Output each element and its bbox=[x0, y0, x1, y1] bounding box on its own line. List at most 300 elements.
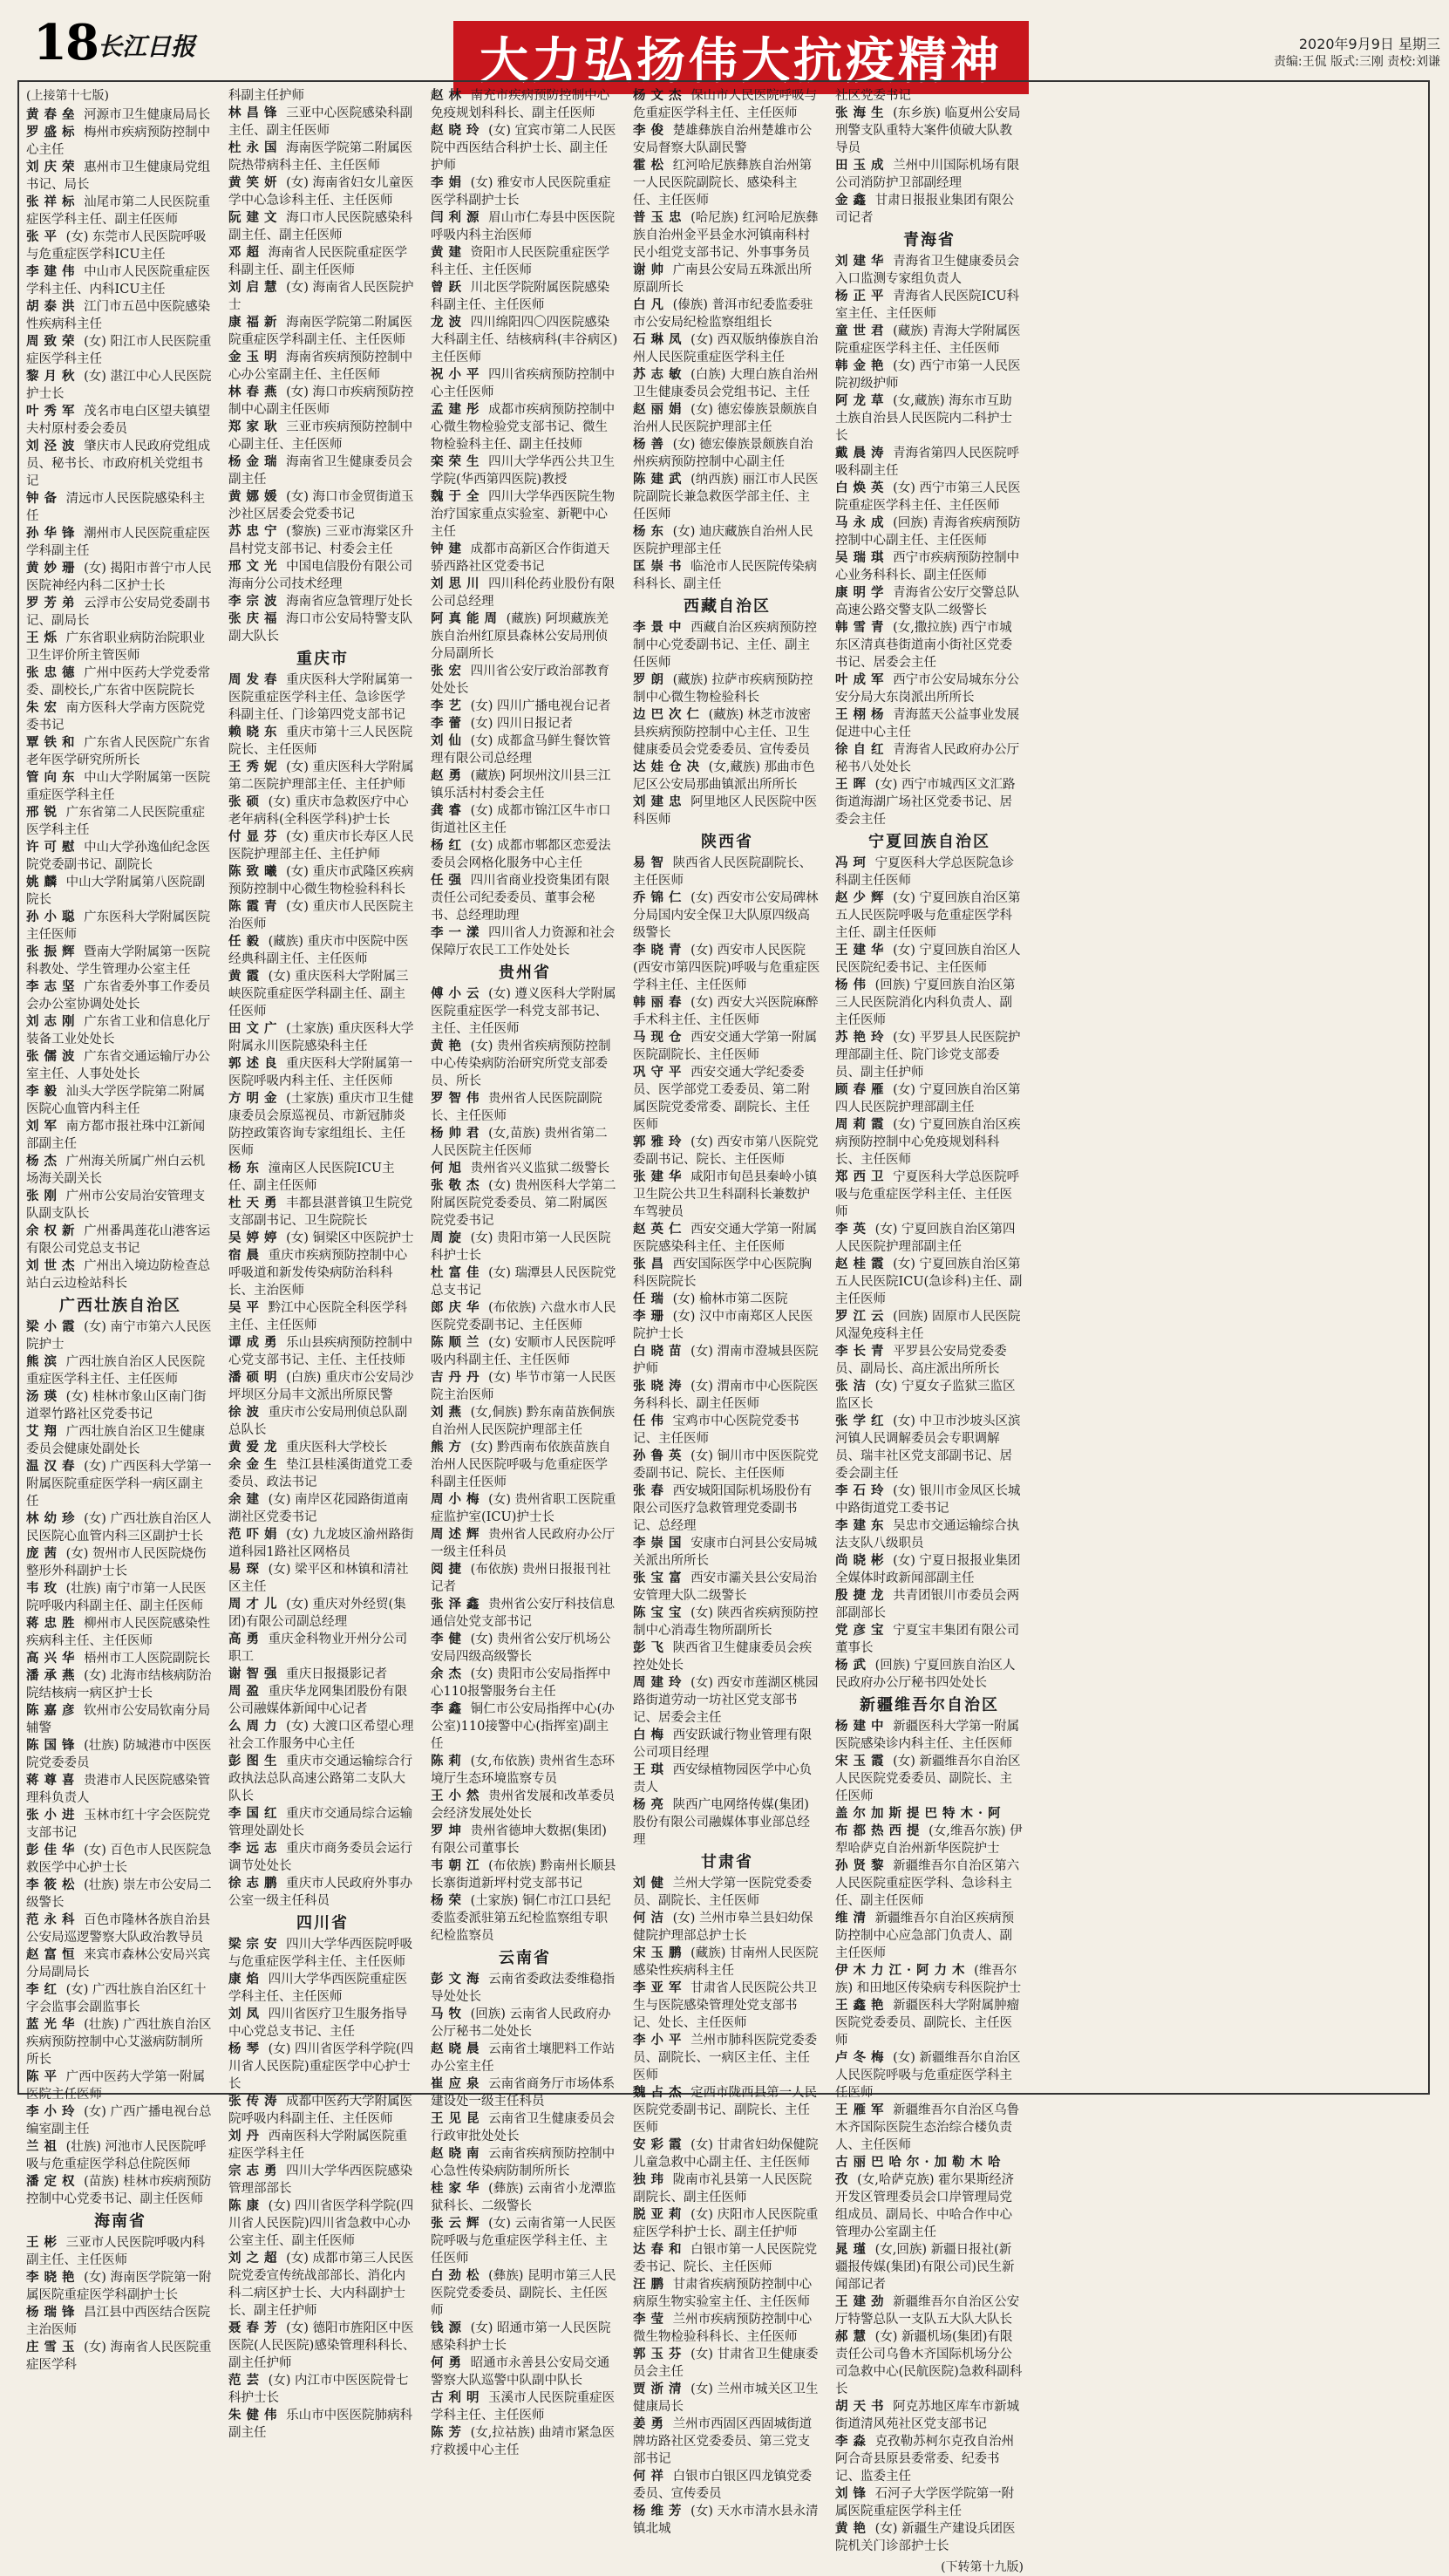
honoree-entry bbox=[633, 994, 821, 1029]
honoree-entry bbox=[26, 194, 214, 228]
honoree-name: 张学红 bbox=[835, 1414, 889, 1428]
honoree-description: 兰州市肺科医院党委委员、副院长、一病区主任、主任医师 bbox=[633, 2034, 818, 2082]
honoree-entry bbox=[26, 368, 214, 403]
honoree-name: 李志坚 bbox=[26, 979, 80, 994]
honoree-name: 康福新 bbox=[228, 315, 282, 330]
honoree-name: 魏占杰 bbox=[633, 2085, 687, 2100]
honoree-entry bbox=[633, 2032, 821, 2084]
honoree-name: 管向东 bbox=[26, 770, 80, 785]
honoree-description: 广西中医药大学第一附属医院主任医师 bbox=[26, 2070, 206, 2102]
honoree-entry bbox=[431, 2389, 619, 2424]
honoree-entry bbox=[431, 1700, 619, 1753]
honoree-entry bbox=[228, 140, 417, 174]
honoree-description: (女) 阳江市人民医院重症医学科主任 bbox=[26, 335, 212, 366]
honoree-description: (女) 榆林市第二医院 bbox=[669, 1292, 788, 1306]
honoree-name: 徐自红 bbox=[835, 742, 889, 757]
honoree-entry bbox=[26, 2234, 214, 2269]
honoree-entry bbox=[431, 174, 619, 209]
honoree-entry bbox=[228, 2407, 417, 2442]
honoree-entry bbox=[431, 576, 619, 610]
honoree-entry bbox=[26, 1423, 214, 1458]
honoree-entry bbox=[633, 1796, 821, 1849]
honoree-description: 梅州市疾病预防控制中心主任 bbox=[26, 126, 211, 157]
honoree-name: 霍松 bbox=[633, 158, 669, 173]
honoree-entry bbox=[633, 1134, 821, 1169]
honoree-description: (女) 广西医科大学第一附属医院重症医学科一病区副主任 bbox=[26, 1460, 212, 1509]
honoree-name: 汪鹏 bbox=[633, 2277, 669, 2292]
honoree-name: 余权新 bbox=[26, 1223, 80, 1238]
honoree-entry bbox=[228, 610, 417, 645]
honoree-description: 海南省疾病预防控制中心办公室副主任、主任医师 bbox=[228, 351, 413, 382]
honoree-description: 石河子大学医学院第一附属医院重症医学科主任 bbox=[835, 2487, 1015, 2518]
honoree-entry bbox=[228, 2041, 417, 2093]
honoree-name: 高勇 bbox=[228, 1632, 264, 1646]
honoree-entry bbox=[633, 1221, 821, 1256]
honoree-name: 陈霞青 bbox=[228, 899, 282, 914]
honoree-description: 兰州市疾病预防控制中心微生物检验科科长、主任医师 bbox=[633, 2313, 813, 2344]
honoree-entry bbox=[26, 1650, 214, 1667]
honoree-entry bbox=[228, 2250, 417, 2320]
honoree-description: 云南省商务厅市场体系建设处一级主任科员 bbox=[431, 2077, 616, 2109]
honoree-entry bbox=[228, 1195, 417, 1230]
honoree-name: 郭述良 bbox=[228, 1056, 282, 1071]
honoree-entry bbox=[26, 438, 214, 490]
honoree-name: 傅小云 bbox=[431, 986, 485, 1001]
honoree-description: 西安跃诚行物业管理有限公司项目经理 bbox=[633, 1728, 813, 1760]
honoree-name: 李健 bbox=[431, 1632, 466, 1646]
honoree-entry bbox=[228, 1526, 417, 1561]
honoree-entry bbox=[633, 366, 821, 401]
issue-date: 2020年9月9日 星期三 bbox=[1298, 36, 1440, 52]
honoree-name: 李毅 bbox=[26, 1084, 62, 1099]
honoree-description: 贵州省兴义监狱二级警长 bbox=[466, 1162, 610, 1176]
honoree-entry bbox=[431, 610, 619, 663]
honoree-entry bbox=[431, 1892, 619, 1945]
honoree-entry bbox=[228, 1631, 417, 1666]
honoree-entry bbox=[26, 1772, 214, 1807]
region-heading: 海南省 bbox=[94, 2212, 146, 2231]
honoree-entry bbox=[228, 1936, 417, 1971]
honoree-entry bbox=[633, 2416, 821, 2468]
honoree-description: 兰州大学第一医院党委委员、副院长、主任医师 bbox=[633, 1877, 813, 1908]
honoree-name: 李娟 bbox=[431, 175, 466, 190]
honoree-description: (女) 宜宾市第二人民医院中西医结合科护士长、副主任护师 bbox=[431, 124, 616, 173]
honoree-description: (壮族) 崇左市公安局二级警长 bbox=[26, 1878, 212, 1910]
honoree-name: 张泽鑫 bbox=[431, 1597, 485, 1612]
honoree-description: 广东医科大学附属医院主任医师 bbox=[26, 910, 211, 942]
honoree-description: 乐山市中医医院肺病科副主任 bbox=[228, 2409, 413, 2440]
honoree-name: 周致荣 bbox=[26, 334, 80, 349]
honoree-name: 张宝富 bbox=[633, 1571, 687, 1585]
honoree-name: 方明金 bbox=[228, 1091, 282, 1106]
honoree-name: 蒋忠胜 bbox=[26, 1616, 80, 1631]
honoree-description: (女) 四川省医学科学院(四川省人民医院)四川省急救中心办公室主任、副主任医师 bbox=[228, 2199, 414, 2248]
honoree-entry bbox=[26, 839, 214, 874]
honoree-description: 四川大学华西医院感染管理部部长 bbox=[228, 2164, 413, 2196]
honoree-description: 重庆医科大学附属第一医院呼吸内科主任、主任医师 bbox=[228, 1057, 413, 1088]
honoree-entry bbox=[26, 1458, 214, 1510]
honoree-entry bbox=[835, 889, 1024, 942]
honoree-name: 陈平 bbox=[26, 2069, 62, 2084]
honoree-description: 青海省卫生健康委员会入口监测专家组负责人 bbox=[835, 255, 1020, 286]
honoree-entry bbox=[228, 828, 417, 863]
honoree-description: 成都中医药大学附属医院呼吸内科副主任、主任医师 bbox=[228, 2095, 413, 2126]
honoree-entry bbox=[26, 1319, 214, 1353]
honoree-name: 付显芬 bbox=[228, 829, 282, 844]
honoree-name: 周建玲 bbox=[633, 1675, 687, 1690]
honoree-description: (女) 成都市锦江区牛市口街道社区主任 bbox=[431, 804, 611, 835]
honoree-description: 广东省工业和信息化厅装备工业处处长 bbox=[26, 1015, 211, 1046]
honoree-entry bbox=[26, 263, 214, 298]
honoree-entry bbox=[835, 2154, 1024, 2241]
honoree-name: 戴晨涛 bbox=[835, 446, 889, 460]
honoree-entry bbox=[26, 2138, 214, 2173]
honoree-entry bbox=[228, 1439, 417, 1456]
honoree-description: (女) 重庆市武隆区疾病预防控制中心微生物检验科科长 bbox=[228, 865, 414, 896]
honoree-description: (女) 宁夏女子监狱三监区监区长 bbox=[835, 1380, 1016, 1411]
honoree-name: 杨文杰 bbox=[633, 88, 687, 103]
honoree-description: 青海省公安厅交警总队高速公路交警支队二级警长 bbox=[835, 586, 1020, 617]
honoree-description: 四川省人力资源和社会保障厅农民工工作处处长 bbox=[431, 926, 616, 957]
honoree-entry bbox=[633, 1378, 821, 1413]
honoree-entry bbox=[835, 1169, 1024, 1221]
honoree-description: 陕西省人民医院副院长、主任医师 bbox=[633, 856, 813, 888]
honoree-name: 胡天书 bbox=[835, 2399, 889, 2414]
honoree-entry bbox=[431, 837, 619, 872]
honoree-name: 王见昆 bbox=[431, 2111, 485, 2126]
honoree-description: (女) 广西壮族自治区人民医院心血管内科三区副护士长 bbox=[26, 1512, 212, 1544]
honoree-name: 周盈 bbox=[228, 1684, 264, 1699]
honoree-description: (女) 广西广播电视台总编室副主任 bbox=[26, 2105, 212, 2136]
honoree-description: 贵州省人民政府办公厅一级主任科员 bbox=[431, 1528, 616, 1559]
honoree-name: 苏志敏 bbox=[633, 367, 687, 382]
honoree-name: 何旭 bbox=[431, 1161, 466, 1176]
honoree-entry bbox=[228, 279, 417, 314]
honoree-description: 三亚市人民医院呼吸内科副主任、主任医师 bbox=[26, 2236, 206, 2267]
honoree-description: 西安国际医学中心医院胸科医院院长 bbox=[633, 1257, 813, 1289]
honoree-name: 郑家耿 bbox=[228, 419, 282, 434]
honoree-name: 李莹 bbox=[633, 2312, 669, 2327]
honoree-name: 邓超 bbox=[228, 245, 264, 260]
honoree-entry bbox=[633, 1762, 821, 1796]
honoree-entry bbox=[431, 541, 619, 576]
honoree-name: 杨正平 bbox=[835, 289, 889, 303]
honoree-entry bbox=[633, 1535, 821, 1570]
honoree-entry bbox=[228, 558, 417, 593]
honoree-name: 李石玲 bbox=[835, 1483, 889, 1498]
honoree-entry bbox=[431, 1561, 619, 1596]
honoree-entry bbox=[26, 944, 214, 978]
honoree-entry bbox=[228, 314, 417, 349]
honoree-entry bbox=[633, 1727, 821, 1762]
column-1 bbox=[19, 87, 221, 2372]
honoree-description: (藏族) 拉萨市疾病预防控制中心微生物检验科长 bbox=[633, 673, 813, 705]
honoree-name: 梁小霞 bbox=[26, 1319, 80, 1334]
region-heading: 贵州省 bbox=[499, 964, 551, 982]
honoree-entry bbox=[26, 1702, 214, 1737]
honoree-name: 杨东 bbox=[633, 524, 669, 539]
honoree-entry bbox=[228, 2093, 417, 2128]
honoree-name: 杨维芳 bbox=[633, 2504, 687, 2518]
region-heading: 重庆市 bbox=[296, 650, 349, 668]
honoree-description: 西安交通大学第一附属医院副院长、主任医师 bbox=[633, 1031, 818, 1062]
honoree-description: (女) 西安市人民医院(西安市第四医院)呼吸与危重症医学科主任、主任医师 bbox=[633, 944, 820, 992]
honoree-description: 川北医学院附属医院感染科副主任、主任医师 bbox=[431, 281, 610, 312]
honoree-name: 杨东 bbox=[228, 1161, 264, 1176]
region-heading: 云南省 bbox=[499, 1949, 551, 1967]
honoree-name: 盖尔加斯提巴特木·阿布都热西提 bbox=[835, 1806, 1006, 1838]
honoree-name: 刘启慧 bbox=[228, 280, 282, 295]
honoree-entry bbox=[228, 2320, 417, 2372]
honoree-name: 孙小聪 bbox=[26, 910, 80, 924]
honoree-description: (女) 宁夏日报报业集团全媒体时政新闻部副主任 bbox=[835, 1554, 1021, 1585]
honoree-description: 广东省职业病防治院职业卫生评价所主管医师 bbox=[26, 631, 206, 663]
honoree-entry bbox=[228, 794, 417, 828]
honoree-description: (女) 重庆市急救医疗中心老年病科(全科医学科)护士长 bbox=[228, 795, 409, 827]
honoree-entry bbox=[633, 1570, 821, 1605]
honoree-name: 彭文海 bbox=[431, 1972, 485, 1987]
honoree-entry bbox=[431, 1404, 619, 1439]
honoree-name: 赵晓玲 bbox=[431, 123, 485, 138]
honoree-entry bbox=[835, 1517, 1024, 1552]
honoree-entry bbox=[26, 664, 214, 699]
honoree-description: (女) 汉中市南郑区人民医院护士长 bbox=[633, 1310, 813, 1341]
newspaper-logo: 长江日报 bbox=[98, 32, 196, 61]
honoree-entry bbox=[431, 1299, 619, 1334]
honoree-name: 李艺 bbox=[431, 699, 466, 713]
honoree-description: (女) 新疆生产建设兵团医院机关门诊部护士长 bbox=[835, 2522, 1016, 2553]
honoree-description: 百色市隆林各族自治县公安局巡逻警察大队政治教导员 bbox=[26, 1913, 211, 1945]
honoree-name: 达春和 bbox=[633, 2242, 687, 2257]
honoree-entry bbox=[431, 244, 619, 279]
honoree-description: (女) 内江市中医医院骨七科护士长 bbox=[228, 2374, 409, 2405]
honoree-description: 重庆医科大学校长 bbox=[282, 1441, 388, 1455]
honoree-name: 张儒波 bbox=[26, 1049, 80, 1064]
honoree-entry bbox=[228, 1491, 417, 1526]
honoree-name: 马永成 bbox=[835, 515, 889, 530]
honoree-description: 南方医科大学南方医院党委书记 bbox=[26, 701, 206, 733]
honoree-name: 张庆福 bbox=[228, 611, 282, 626]
honoree-description: 新疆维吾尔自治区第六人民医院重症医学科、急诊科主任、副主任医师 bbox=[835, 1859, 1020, 1908]
honoree-name: 何祥 bbox=[633, 2469, 669, 2484]
honoree-entry bbox=[228, 87, 417, 105]
honoree-name: 艾翔 bbox=[26, 1424, 62, 1439]
honoree-description: (女) 揭阳市普宁市人民医院神经内科二区护士长 bbox=[26, 562, 212, 593]
honoree-description: 西安交通大学纪委委员、医学部党工委委员、第二附属医院党委常委、副院长、主任医师 bbox=[633, 1066, 810, 1132]
honoree-entry bbox=[228, 2372, 417, 2407]
honoree-name: 马牧 bbox=[431, 2007, 466, 2021]
honoree-name: 安彩霞 bbox=[633, 2137, 687, 2152]
honoree-entry bbox=[633, 706, 821, 759]
honoree-entry bbox=[26, 699, 214, 734]
honoree-description: 新疆医科大学第一附属医院感染诊内科主任、主任医师 bbox=[835, 1720, 1020, 1751]
honoree-entry bbox=[26, 1083, 214, 1118]
honoree-description: 重庆市交通运输综合行政执法总队高速公路第二支队大队长 bbox=[228, 1755, 413, 1803]
honoree-description: 阿里地区人民医院中医科医师 bbox=[633, 795, 818, 827]
honoree-description: 云浮市公安局党委副书记、副局长 bbox=[26, 596, 211, 628]
honoree-description: 重庆日报摄影记者 bbox=[282, 1667, 388, 1681]
honoree-description: 西安绿植物园医学中心负责人 bbox=[633, 1763, 813, 1795]
honoree-entry bbox=[26, 978, 214, 1013]
honoree-name: 钟备 bbox=[26, 491, 62, 506]
region-heading: 新疆维吾尔自治区 bbox=[860, 1696, 999, 1714]
honoree-name: 张建华 bbox=[633, 1169, 687, 1184]
honoree-description: (女) 西宁市城西区文汇路街道海湖广场社区党委书记、居委会主任 bbox=[835, 778, 1016, 827]
honoree-name: 刘之超 bbox=[228, 2251, 282, 2266]
honoree-name: 刘建忠 bbox=[633, 794, 687, 809]
honoree-description: (女) 四川广播电视台记者 bbox=[466, 699, 611, 713]
honoree-entry bbox=[431, 1596, 619, 1631]
honoree-name: 刘丹 bbox=[228, 2129, 264, 2143]
honoree-description: (彝族) 昆明市第三人民医院党委委员、副院长、主任医师 bbox=[431, 2269, 616, 2318]
honoree-name: 邢锐 bbox=[26, 805, 62, 820]
honoree-description: 重庆市交通局综合运输管理处副处长 bbox=[228, 1807, 413, 1838]
honoree-entry bbox=[633, 1413, 821, 1448]
honoree-description: (女) 西安市第八医院党委副书记、院长、主任医师 bbox=[633, 1135, 819, 1167]
honoree-description: 玉林市红十字会医院党支部书记 bbox=[26, 1809, 211, 1840]
honoree-description: (女) 海南省妇女儿童医学中心急诊科主任、主任医师 bbox=[228, 176, 414, 208]
honoree-description: 河源市卫生健康局局长 bbox=[79, 108, 211, 122]
honoree-name: 匡崇书 bbox=[633, 559, 687, 574]
honoree-name: 阅捷 bbox=[431, 1562, 466, 1577]
honoree-description: 钦州市公安局钦南分局辅警 bbox=[26, 1704, 211, 1735]
honoree-name: 郭玉芬 bbox=[633, 2347, 687, 2361]
honoree-entry bbox=[431, 1526, 619, 1561]
honoree-entry bbox=[633, 1448, 821, 1482]
honoree-name: 阿真能周 bbox=[431, 611, 502, 626]
honoree-entry bbox=[835, 1256, 1024, 1308]
honoree-name: 卢冬梅 bbox=[835, 2050, 889, 2065]
honoree-entry bbox=[431, 663, 619, 698]
honoree-description: (女) 海南医学院第一附属医院重症医学科副护士长 bbox=[26, 2271, 212, 2302]
honoree-name: 彭图生 bbox=[228, 1754, 282, 1768]
honoree-description: 重庆市疾病预防控制中心呼吸道和新发传染病防治科科长、主治医师 bbox=[228, 1249, 408, 1298]
honoree-entry bbox=[431, 1125, 619, 1160]
honoree-description: 成都市疾病预防控制中心微生物检验党支部书记、微生物检验科主任、副主任技师 bbox=[431, 403, 616, 452]
honoree-name: 童世君 bbox=[835, 324, 889, 338]
honoree-name: 曾跃 bbox=[431, 280, 466, 295]
honoree-name: 龙波 bbox=[431, 315, 466, 330]
honoree-entry bbox=[633, 1029, 821, 1064]
honoree-entry bbox=[228, 453, 417, 488]
honoree-entry bbox=[228, 1020, 417, 1055]
region-heading: 甘肃省 bbox=[701, 1853, 753, 1871]
honoree-name: 王建华 bbox=[835, 943, 889, 957]
honoree-entry bbox=[431, 2355, 619, 2389]
honoree-description: (女) 宁夏回族自治区疾病预防控制中心免疫规划科科长、主任医师 bbox=[835, 1118, 1021, 1167]
honoree-entry bbox=[835, 1029, 1024, 1081]
honoree-description: (女) 贵州医科大学第二附属医院党委委员、第二附属医院党委书记 bbox=[431, 1179, 616, 1228]
honoree-description: (女) 甘肃省卫生健康委员会主任 bbox=[633, 2348, 819, 2379]
honoree-entry bbox=[633, 671, 821, 706]
honoree-entry bbox=[26, 2103, 214, 2138]
honoree-name: 李淼 bbox=[835, 2434, 871, 2449]
honoree-entry bbox=[26, 630, 214, 664]
honoree-name: 范永科 bbox=[26, 1912, 80, 1927]
honoree-name: 韩雪青 bbox=[835, 620, 889, 635]
honoree-description: 红河哈尼族彝族自治州第一人民医院副院长、感染科主任、主任医师 bbox=[633, 159, 813, 208]
honoree-name: 李红 bbox=[26, 1982, 62, 1997]
honoree-description: 新疆医科大学附属肿瘤医院党委委员、副院长、主任医师 bbox=[835, 1999, 1020, 2048]
honoree-name: 黄建 bbox=[431, 245, 466, 260]
honoree-name: 罗盛标 bbox=[26, 125, 80, 140]
honoree-name: 罗智伟 bbox=[431, 1091, 485, 1106]
honoree-name: 朱健伟 bbox=[228, 2408, 282, 2423]
honoree-entry bbox=[835, 584, 1024, 619]
honoree-name: 田玉成 bbox=[835, 158, 889, 173]
honoree-name: 苏艳玲 bbox=[835, 1030, 889, 1045]
honoree-description: 四川大学华西公共卫生学院(华西第四医院)教授 bbox=[431, 455, 616, 487]
honoree-description: (女) 贺州市人民医院烧伤整形外科副护士长 bbox=[26, 1547, 207, 1578]
honoree-description: 平罗县公安局党委委员、副局长、高庄派出所所长 bbox=[835, 1345, 1007, 1376]
honoree-entry bbox=[431, 1823, 619, 1857]
honoree-entry bbox=[835, 392, 1024, 445]
honoree-description: 宁夏宝丰集团有限公司董事长 bbox=[835, 1624, 1020, 1655]
honoree-entry bbox=[26, 525, 214, 560]
honoree-description: 三亚中心医院感染科副主任、副主任医师 bbox=[228, 106, 413, 138]
honoree-entry bbox=[26, 1842, 214, 1877]
honoree-entry bbox=[835, 253, 1024, 288]
honoree-entry bbox=[26, 560, 214, 595]
honoree-entry bbox=[228, 1718, 417, 1753]
honoree-description: 重庆市人民政府外事办公室一级主任科员 bbox=[228, 1877, 413, 1908]
honoree-description: (女) 云南省第一人民医院呼吸与危重症医学科主任、主任医师 bbox=[431, 2217, 616, 2266]
honoree-name: 彭佳华 bbox=[26, 1843, 80, 1857]
honoree-entry bbox=[228, 419, 417, 453]
honoree-description: (苗族) 桂林市疾病预防控制中心党委书记、副主任医师 bbox=[26, 2175, 212, 2206]
honoree-name: 脱亚莉 bbox=[633, 2207, 687, 2222]
honoree-name: 熊滨 bbox=[26, 1354, 62, 1369]
honoree-description: 铜仁市公安局指挥中心(办公室)110接警中心(指挥室)副主任 bbox=[431, 1702, 615, 1751]
honoree-name: 谢智强 bbox=[228, 1666, 282, 1681]
honoree-description: (女) 重庆医科大学附属第二医院护理部主任、主任护师 bbox=[228, 760, 414, 792]
honoree-description: (女) 大渡口区希望心理社会工作服务中心主任 bbox=[228, 1720, 414, 1751]
honoree-description: (女) 九龙坡区渝州路街道科园1路社区网格员 bbox=[228, 1528, 414, 1559]
honoree-entry bbox=[431, 802, 619, 837]
honoree-name: 李蕾 bbox=[431, 716, 466, 731]
honoree-description: 梧州市工人医院副院长 bbox=[79, 1652, 211, 1666]
honoree-description: (女) 贵州省公安厅机场公安局四级高级警长 bbox=[431, 1632, 611, 1664]
honoree-description: 阿克苏地区库车市新城街道清风苑社区党支部书记 bbox=[835, 2400, 1020, 2431]
honoree-name: 杨杰 bbox=[26, 1154, 62, 1169]
honoree-name: 罗芳弟 bbox=[26, 596, 80, 610]
honoree-description: (女,回族) 新疆日报社(新疆报传媒(集团)有限公司)民生新闻部记者 bbox=[835, 2243, 1015, 2292]
honoree-name: 王栩杨 bbox=[835, 707, 889, 722]
honoree-description: (女) 安顺市人民医院呼吸内科副主任、主任医师 bbox=[431, 1336, 616, 1367]
honoree-entry bbox=[26, 106, 214, 124]
honoree-description: 西藏自治区疾病预防控制中心党委副书记、主任、副主任医师 bbox=[633, 621, 818, 670]
honoree-description: 西安城阳国际机场股份有限公司医疗急救管理党委副书记、总经理 bbox=[633, 1484, 813, 1533]
honoree-entry bbox=[633, 2084, 821, 2136]
honoree-entry bbox=[633, 1605, 821, 1639]
honoree-entry bbox=[228, 724, 417, 759]
honoree-description: (女) 宁夏回族自治区第五人民医院ICU(急诊科)主任、副主任医师 bbox=[835, 1257, 1023, 1306]
honoree-entry bbox=[431, 1439, 619, 1491]
honoree-name: 白劲松 bbox=[431, 2268, 485, 2283]
honoree-name: 刘思川 bbox=[431, 576, 485, 591]
honoree-description: (藏族) 重庆市中医院中医经典科副主任、主任医师 bbox=[228, 935, 409, 966]
honoree-description: 汕尾市第二人民医院重症医学科主任、副主任医师 bbox=[26, 195, 211, 227]
honoree-description: 四川省商业投资集团有限责任公司纪委委员、董事会秘书、总经理助理 bbox=[431, 874, 610, 923]
honoree-entry bbox=[835, 157, 1024, 192]
honoree-entry bbox=[431, 2145, 619, 2180]
honoree-entry bbox=[431, 733, 619, 767]
honoree-entry bbox=[835, 706, 1024, 741]
honoree-description: (女) 德阳市旌阳区中医医院(人民医院)感染管理科科长、副主任护师 bbox=[228, 2321, 416, 2370]
honoree-description: 资阳市人民医院重症医学科主任、主任医师 bbox=[431, 246, 610, 277]
honoree-name: 周旋 bbox=[431, 1230, 466, 1245]
honoree-description: 茂名市电白区望夫镇望夫村原村委会委员 bbox=[26, 405, 211, 436]
